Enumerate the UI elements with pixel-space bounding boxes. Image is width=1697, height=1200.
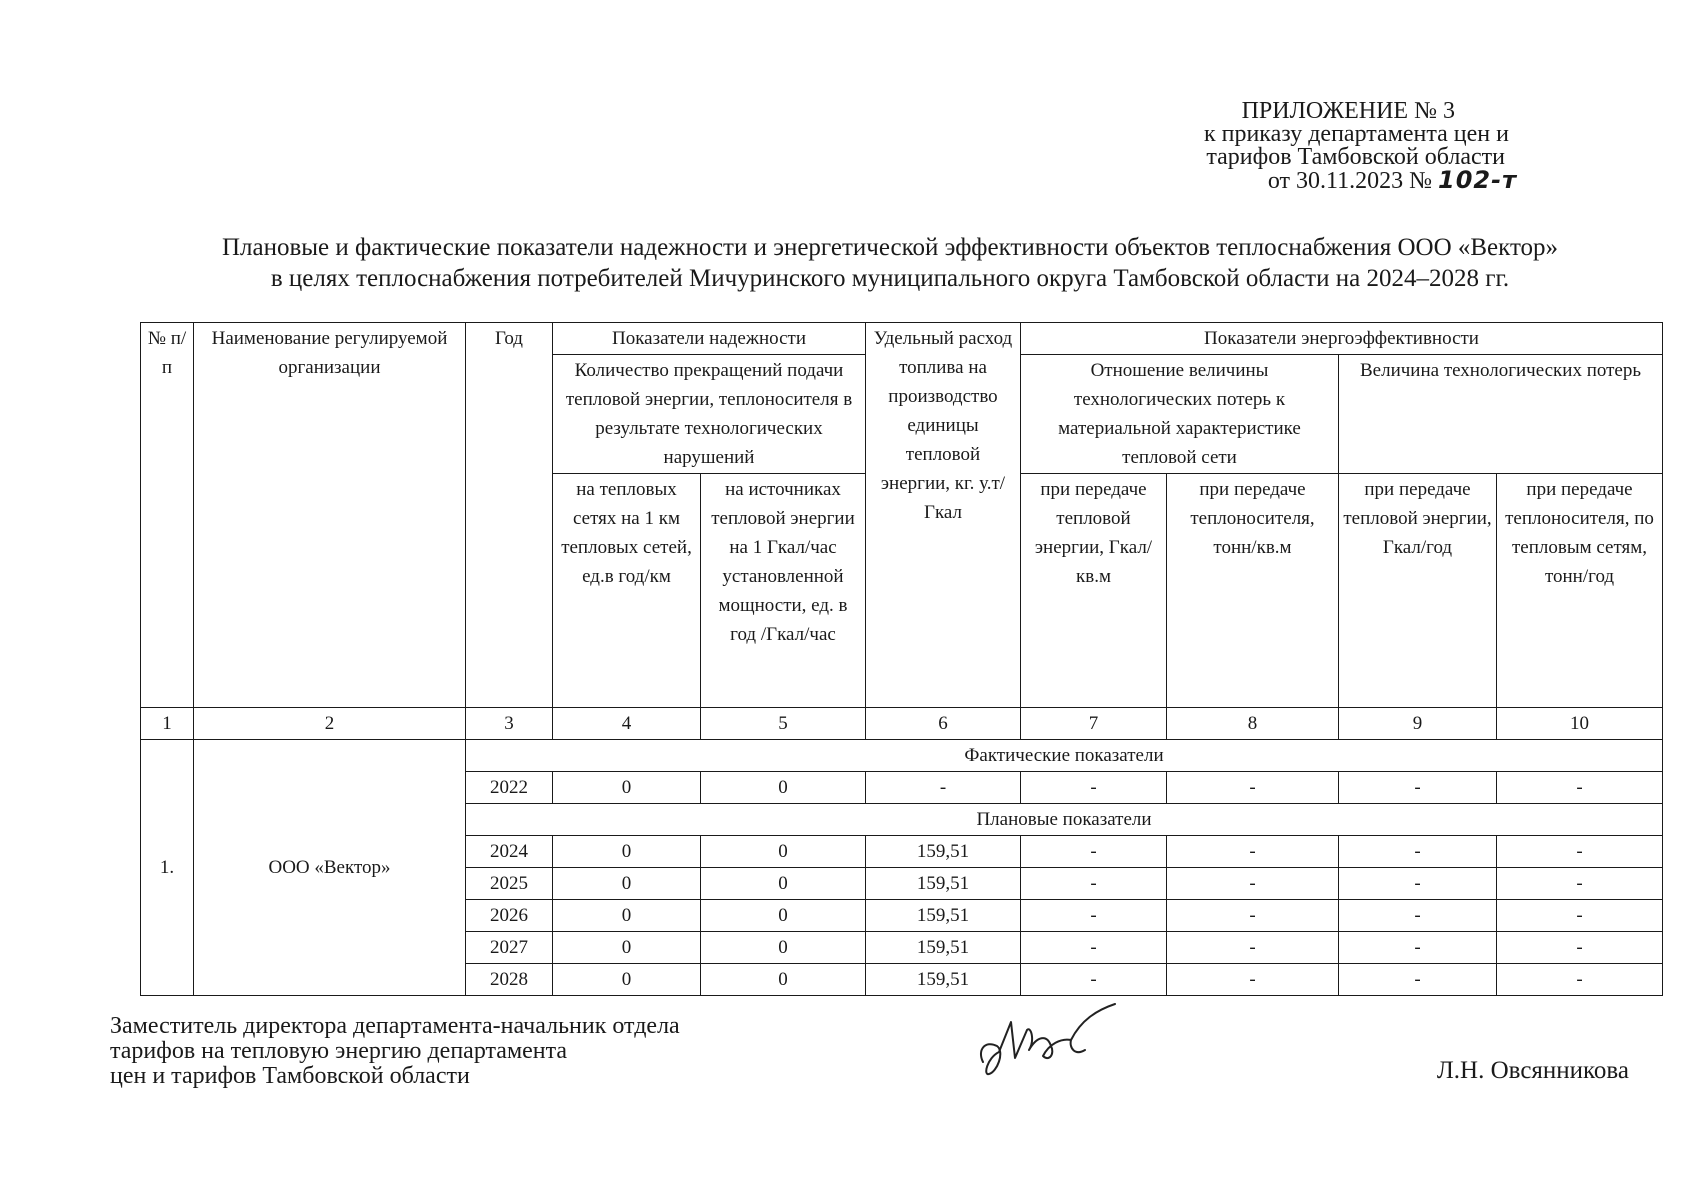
data-cell: - [1167,836,1339,868]
appendix-title: ПРИЛОЖЕНИЕ № 3 [1241,98,1455,124]
column-number: 6 [866,708,1021,740]
signatory-position [110,1014,680,1089]
signature-icon [975,1000,1125,1090]
year-cell: 2027 [466,932,553,964]
data-cell: 0 [701,868,866,900]
appendix-block [1204,100,1517,193]
column-number: 8 [1167,708,1339,740]
data-cell: 0 [553,836,701,868]
column-number: 10 [1497,708,1663,740]
data-cell: 0 [553,900,701,932]
data-cell: 0 [701,932,866,964]
data-cell: - [1497,772,1663,804]
document-title [130,232,1650,294]
data-cell: - [1339,932,1497,964]
column-number: 2 [194,708,466,740]
data-cell: - [1497,868,1663,900]
data-cell: - [1167,868,1339,900]
appendix-date: от 30.11.2023 № [1267,168,1433,194]
header-org: Наименование регулируемой организации [194,323,466,708]
header-num: № п/п [141,323,194,708]
data-cell: 159,51 [866,836,1021,868]
header-year: Год [466,323,553,708]
header-reliability: Показатели надежности [553,323,866,355]
header-row-1 [141,323,1663,355]
column-number: 9 [1339,708,1497,740]
column-number: 5 [701,708,866,740]
position-line-1: Заместитель директора департамента-начальник отдела [110,1013,680,1039]
appendix-date-line [1204,166,1517,194]
header-interruptions: Количество прекращений подачи тепловой энергии, теплоносителя в результате технологических нарушений [553,355,866,474]
data-cell: - [1167,932,1339,964]
year-cell: 2028 [466,964,553,996]
data-cell: 159,51 [866,964,1021,996]
appendix-order-line: к приказу департамента цен и [1203,121,1509,147]
data-cell: 0 [701,964,866,996]
data-cell: - [1339,836,1497,868]
header-on-sources: на источниках тепловой энергии на 1 Гкал/час установленной мощности, ед. в год /Гкал/час [701,474,866,708]
actual-section-row [141,740,1663,772]
header-on-networks: на тепловых сетях на 1 км тепловых сетей, ед.в год/км [553,474,701,708]
column-number: 4 [553,708,701,740]
year-cell: 2026 [466,900,553,932]
data-cell: - [1167,772,1339,804]
header-value-carrier: при передаче теплоносителя, по тепловым сетям, тонн/год [1497,474,1663,708]
header-fuel: Удельный расход топлива на производство единицы тепловой энергии, кг. у.т/Гкал [866,323,1021,708]
data-cell: 0 [553,932,701,964]
header-loss-value: Величина технологических потерь [1339,355,1663,474]
data-cell: 159,51 [866,900,1021,932]
year-cell: 2024 [466,836,553,868]
data-cell: 0 [701,900,866,932]
data-cell: 0 [553,964,701,996]
data-cell: - [1021,932,1167,964]
data-cell: 0 [553,772,701,804]
data-cell: - [1497,836,1663,868]
data-cell: - [866,772,1021,804]
order-number-handwritten: 102-т [1438,166,1517,194]
data-cell: 0 [701,772,866,804]
appendix-department-line: тарифов Тамбовской области [1206,144,1505,170]
data-cell: - [1021,964,1167,996]
data-cell: - [1021,900,1167,932]
data-cell: - [1021,772,1167,804]
header-loss-ratio: Отношение величины технологических потерь к материальной характеристике тепловой сети [1021,355,1339,474]
column-number: 1 [141,708,194,740]
data-cell: - [1167,900,1339,932]
column-number-row [141,708,1663,740]
organization-name: ООО «Вектор» [194,740,466,996]
column-number: 3 [466,708,553,740]
header-ratio-heat: при передаче тепловой энергии, Гкал/кв.м [1021,474,1167,708]
indicators-table [140,322,1663,996]
header-efficiency: Показатели энергоэффективности [1021,323,1663,355]
document-title-line1: Плановые и фактические показатели надежности и энергетической эффективности объектов теплоснабжения ООО «Вектор» [221,234,1559,261]
document-title-line2: в целях теплоснабжения потребителей Мичуринского муниципального округа Тамбовской области на 2024–2028 гг. [270,265,1510,292]
data-cell: - [1167,964,1339,996]
year-cell: 2025 [466,868,553,900]
row-number: 1. [141,740,194,996]
data-cell: - [1497,932,1663,964]
data-cell: 0 [553,868,701,900]
data-cell: - [1497,964,1663,996]
data-cell: 159,51 [866,868,1021,900]
year-cell: 2022 [466,772,553,804]
column-number: 7 [1021,708,1167,740]
signatory-name: Л.Н. Овсянникова [1436,1057,1629,1084]
header-ratio-carrier: при передаче теплоносителя, тонн/кв.м [1167,474,1339,708]
data-cell: - [1339,900,1497,932]
data-cell: - [1339,772,1497,804]
data-cell: - [1339,964,1497,996]
header-value-heat: при передаче тепловой энергии, Гкал/год [1339,474,1497,708]
data-cell: 159,51 [866,932,1021,964]
planned-indicators-label: Плановые показатели [466,804,1663,836]
data-cell: 0 [701,836,866,868]
data-cell: - [1021,868,1167,900]
actual-indicators-label: Фактические показатели [466,740,1663,772]
data-cell: - [1497,900,1663,932]
data-cell: - [1339,868,1497,900]
data-cell: - [1021,836,1167,868]
position-line-2: тарифов на тепловую энергию департамента [110,1038,568,1064]
position-line-3: цен и тарифов Тамбовской области [110,1063,470,1089]
